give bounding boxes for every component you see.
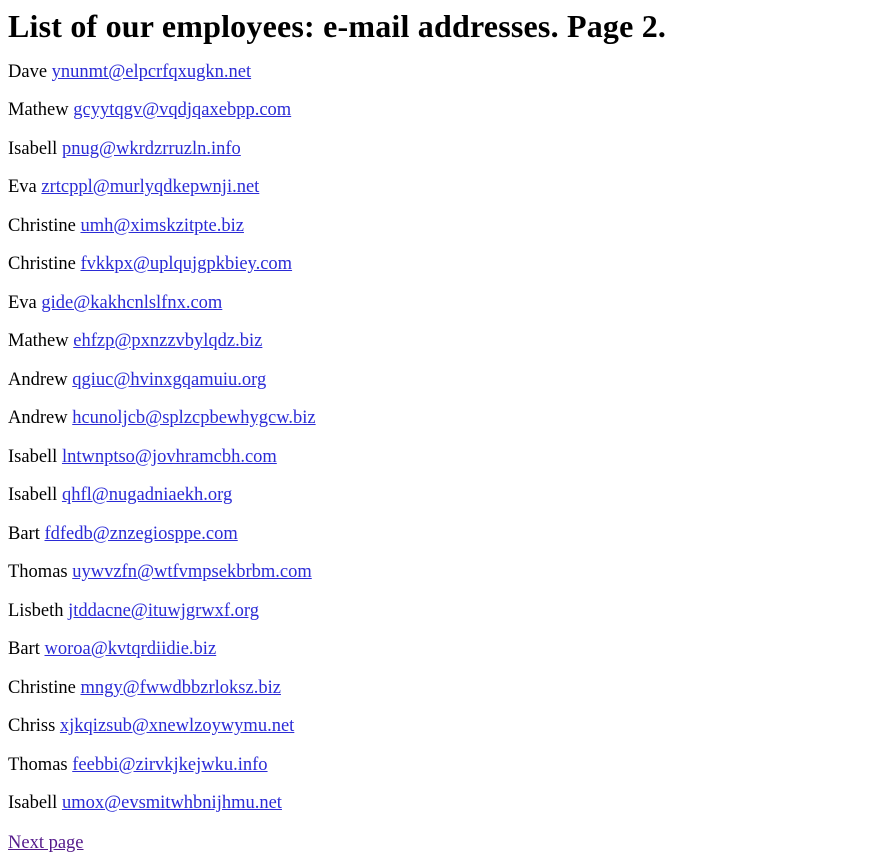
list-item: [8, 756, 867, 775]
employee-name: Isabell: [8, 485, 58, 506]
employee-name: Bart: [8, 523, 40, 544]
employee-name: Isabell: [8, 446, 58, 467]
employee-email-link[interactable]: umox@evsmitwhbnijhmu.net: [61, 793, 282, 814]
employee-name: Mathew: [8, 331, 69, 352]
list-item: [8, 640, 867, 659]
employee-name: Thomas: [8, 754, 68, 775]
next-page-container: [8, 833, 867, 854]
employee-email-link[interactable]: mngy@fwwdbbzrloksz.biz: [80, 677, 281, 698]
employee-name: Isabell: [8, 138, 58, 159]
employee-email-link[interactable]: hcunoljcb@splzcpbewhygcw.biz: [72, 408, 316, 429]
employee-name: Isabell: [8, 793, 58, 814]
employee-email-link[interactable]: feebbi@zirvkjkejwku.info: [72, 754, 268, 775]
employee-name: Dave: [8, 61, 48, 82]
employee-list: [8, 63, 867, 813]
employee-email-link[interactable]: uywvzfn@wtfvmpsekbrbm.com: [72, 562, 312, 583]
employee-name: Eva: [8, 292, 37, 313]
employee-email-link[interactable]: qhfl@nugadniaekh.org: [61, 485, 233, 506]
employee-name: Andrew: [8, 369, 68, 390]
page-title: List of our employees: e-mail addresses. Page 2.: [8, 8, 667, 44]
list-item: [8, 563, 867, 582]
employee-name: Christine: [8, 677, 76, 698]
list-item: [8, 448, 867, 467]
list-item: [8, 178, 867, 197]
employee-email-link[interactable]: woroa@kvtqrdiidie.biz: [44, 639, 217, 660]
list-item: [8, 679, 867, 698]
list-item: [8, 717, 867, 736]
employee-email-link[interactable]: umh@ximskzitpte.biz: [80, 215, 244, 236]
employee-name: Andrew: [8, 408, 68, 429]
list-item: [8, 409, 867, 428]
list-item: [8, 294, 867, 313]
list-item: [8, 332, 867, 351]
list-item: [8, 486, 867, 505]
employee-name: Thomas: [8, 562, 68, 583]
employee-email-link[interactable]: fdfedb@znzegiosppe.com: [44, 523, 238, 544]
list-item: [8, 525, 867, 544]
list-item: [8, 63, 867, 82]
employee-name: Lisbeth: [8, 600, 64, 621]
employee-email-link[interactable]: xjkqizsub@xnewlzoywymu.net: [59, 716, 295, 737]
list-item: [8, 371, 867, 390]
list-item: [8, 255, 867, 274]
next-page-link[interactable]: Next page: [8, 832, 84, 853]
list-item: [8, 217, 867, 236]
employee-name: Chriss: [8, 716, 56, 737]
list-item: [8, 140, 867, 159]
list-item: [8, 101, 867, 120]
list-item: [8, 602, 867, 621]
list-item: [8, 794, 867, 813]
employee-email-link[interactable]: zrtcppl@murlyqdkepwnji.net: [41, 177, 260, 198]
employee-name: Bart: [8, 639, 40, 660]
employee-email-link[interactable]: fvkkpx@uplqujgpkbiey.com: [80, 254, 293, 275]
employee-email-link[interactable]: ynunmt@elpcrfqxugkn.net: [51, 61, 252, 82]
employee-name: Eva: [8, 177, 37, 198]
employee-name: Christine: [8, 254, 76, 275]
employee-email-link[interactable]: ehfzp@pxnzzvbylqdz.biz: [73, 331, 263, 352]
employee-email-link[interactable]: gcyytqgv@vqdjqaxebpp.com: [73, 100, 292, 121]
employee-email-link[interactable]: pnug@wkrdzrruzln.info: [61, 138, 241, 159]
employee-name: Christine: [8, 215, 76, 236]
employee-email-link[interactable]: lntwnptso@jovhramcbh.com: [61, 446, 277, 467]
employee-email-link[interactable]: jtddacne@ituwjgrwxf.org: [68, 600, 259, 621]
employee-email-link[interactable]: qgiuc@hvinxgqamuiu.org: [72, 369, 267, 390]
employee-name: Mathew: [8, 100, 69, 121]
employee-email-link[interactable]: gide@kakhcnlslfnx.com: [41, 292, 223, 313]
